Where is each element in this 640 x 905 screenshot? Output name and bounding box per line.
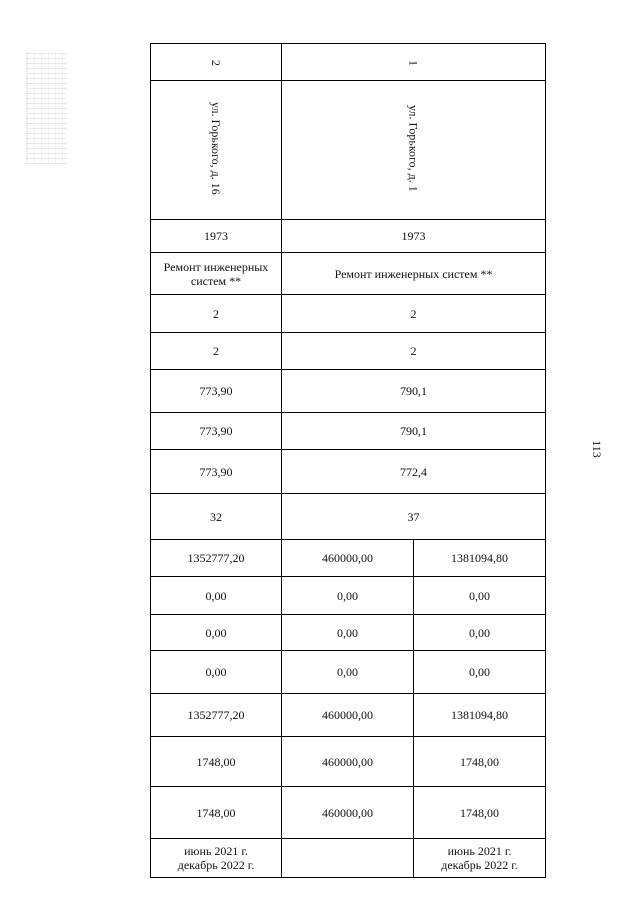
table-cell: 1973: [282, 220, 546, 253]
table-row: [151, 413, 546, 450]
table-cell: 0,00: [414, 577, 546, 615]
table-row: [151, 220, 546, 253]
table-row: [151, 737, 546, 787]
table-cell: 460000,00: [282, 540, 414, 577]
table-row: [151, 333, 546, 370]
table-cell: 773,90: [151, 370, 282, 413]
table-row: [151, 370, 546, 413]
table-cell: 32: [151, 494, 282, 540]
table-cell: 1748,00: [414, 737, 546, 787]
table-cell: 2: [282, 333, 546, 370]
table-row: [151, 81, 546, 220]
table-cell: 773,90: [151, 413, 282, 450]
table-cell: 460000,00: [282, 694, 414, 737]
table-cell: 0,00: [151, 651, 282, 694]
table-cell: 37: [282, 494, 546, 540]
table-cell: 1352777,20: [151, 540, 282, 577]
table-cell: 0,00: [414, 651, 546, 694]
table-cell: 1: [282, 44, 546, 81]
table-cell: 0,00: [414, 615, 546, 651]
table-cell: Ремонт инженерных систем **: [151, 253, 282, 295]
table-row: [151, 253, 546, 295]
table-cell: 1748,00: [151, 787, 282, 839]
table-cell: 790,1: [282, 370, 546, 413]
table-cell: 1748,00: [414, 787, 546, 839]
table-cell: 0,00: [282, 651, 414, 694]
table-cell: 2: [282, 295, 546, 333]
table-cell: 2: [151, 295, 282, 333]
table-cell: 2: [151, 44, 282, 81]
table-cell: 0,00: [151, 577, 282, 615]
table-row: [151, 651, 546, 694]
table-cell: 1973: [151, 220, 282, 253]
table-cell: 0,00: [282, 615, 414, 651]
page-number: 113: [590, 440, 604, 458]
date-start: июнь 2021 г.: [447, 844, 512, 858]
table-cell: 1352777,20: [151, 694, 282, 737]
table-row: [151, 577, 546, 615]
date-end: декабрь 2022 г.: [441, 858, 518, 872]
date-start: июнь 2021 г.: [184, 844, 248, 858]
table-row: [151, 787, 546, 839]
table-cell: 772,4: [282, 450, 546, 494]
table-cell: [282, 839, 414, 878]
table-cell: 0,00: [151, 615, 282, 651]
table-row: [151, 295, 546, 333]
table-row: [151, 44, 546, 81]
table-cell: 0,00: [282, 577, 414, 615]
table-row: [151, 615, 546, 651]
table-cell: 1381094,80: [414, 694, 546, 737]
table-cell: 1748,00: [151, 737, 282, 787]
table-cell: Ремонт инженерных систем **: [282, 253, 546, 295]
data-table: [150, 43, 546, 878]
date-end: декабрь 2022 г.: [177, 858, 255, 872]
table-cell: 790,1: [282, 413, 546, 450]
table-row: [151, 839, 546, 878]
table-cell: [151, 839, 282, 878]
table-row: [151, 494, 546, 540]
table-row: [151, 450, 546, 494]
table-cell: 460000,00: [282, 737, 414, 787]
table-cell: ул. Горького, д. 1: [282, 81, 546, 220]
table-row: [151, 540, 546, 577]
table-cell: 773,90: [151, 450, 282, 494]
table-cell: [414, 839, 546, 878]
table-row: [151, 694, 546, 737]
margin-stamp: [26, 52, 67, 164]
table-cell: 460000,00: [282, 787, 414, 839]
table-cell: ул. Горького, д. 16: [151, 81, 282, 220]
table-cell: 2: [151, 333, 282, 370]
table-cell: 1381094,80: [414, 540, 546, 577]
